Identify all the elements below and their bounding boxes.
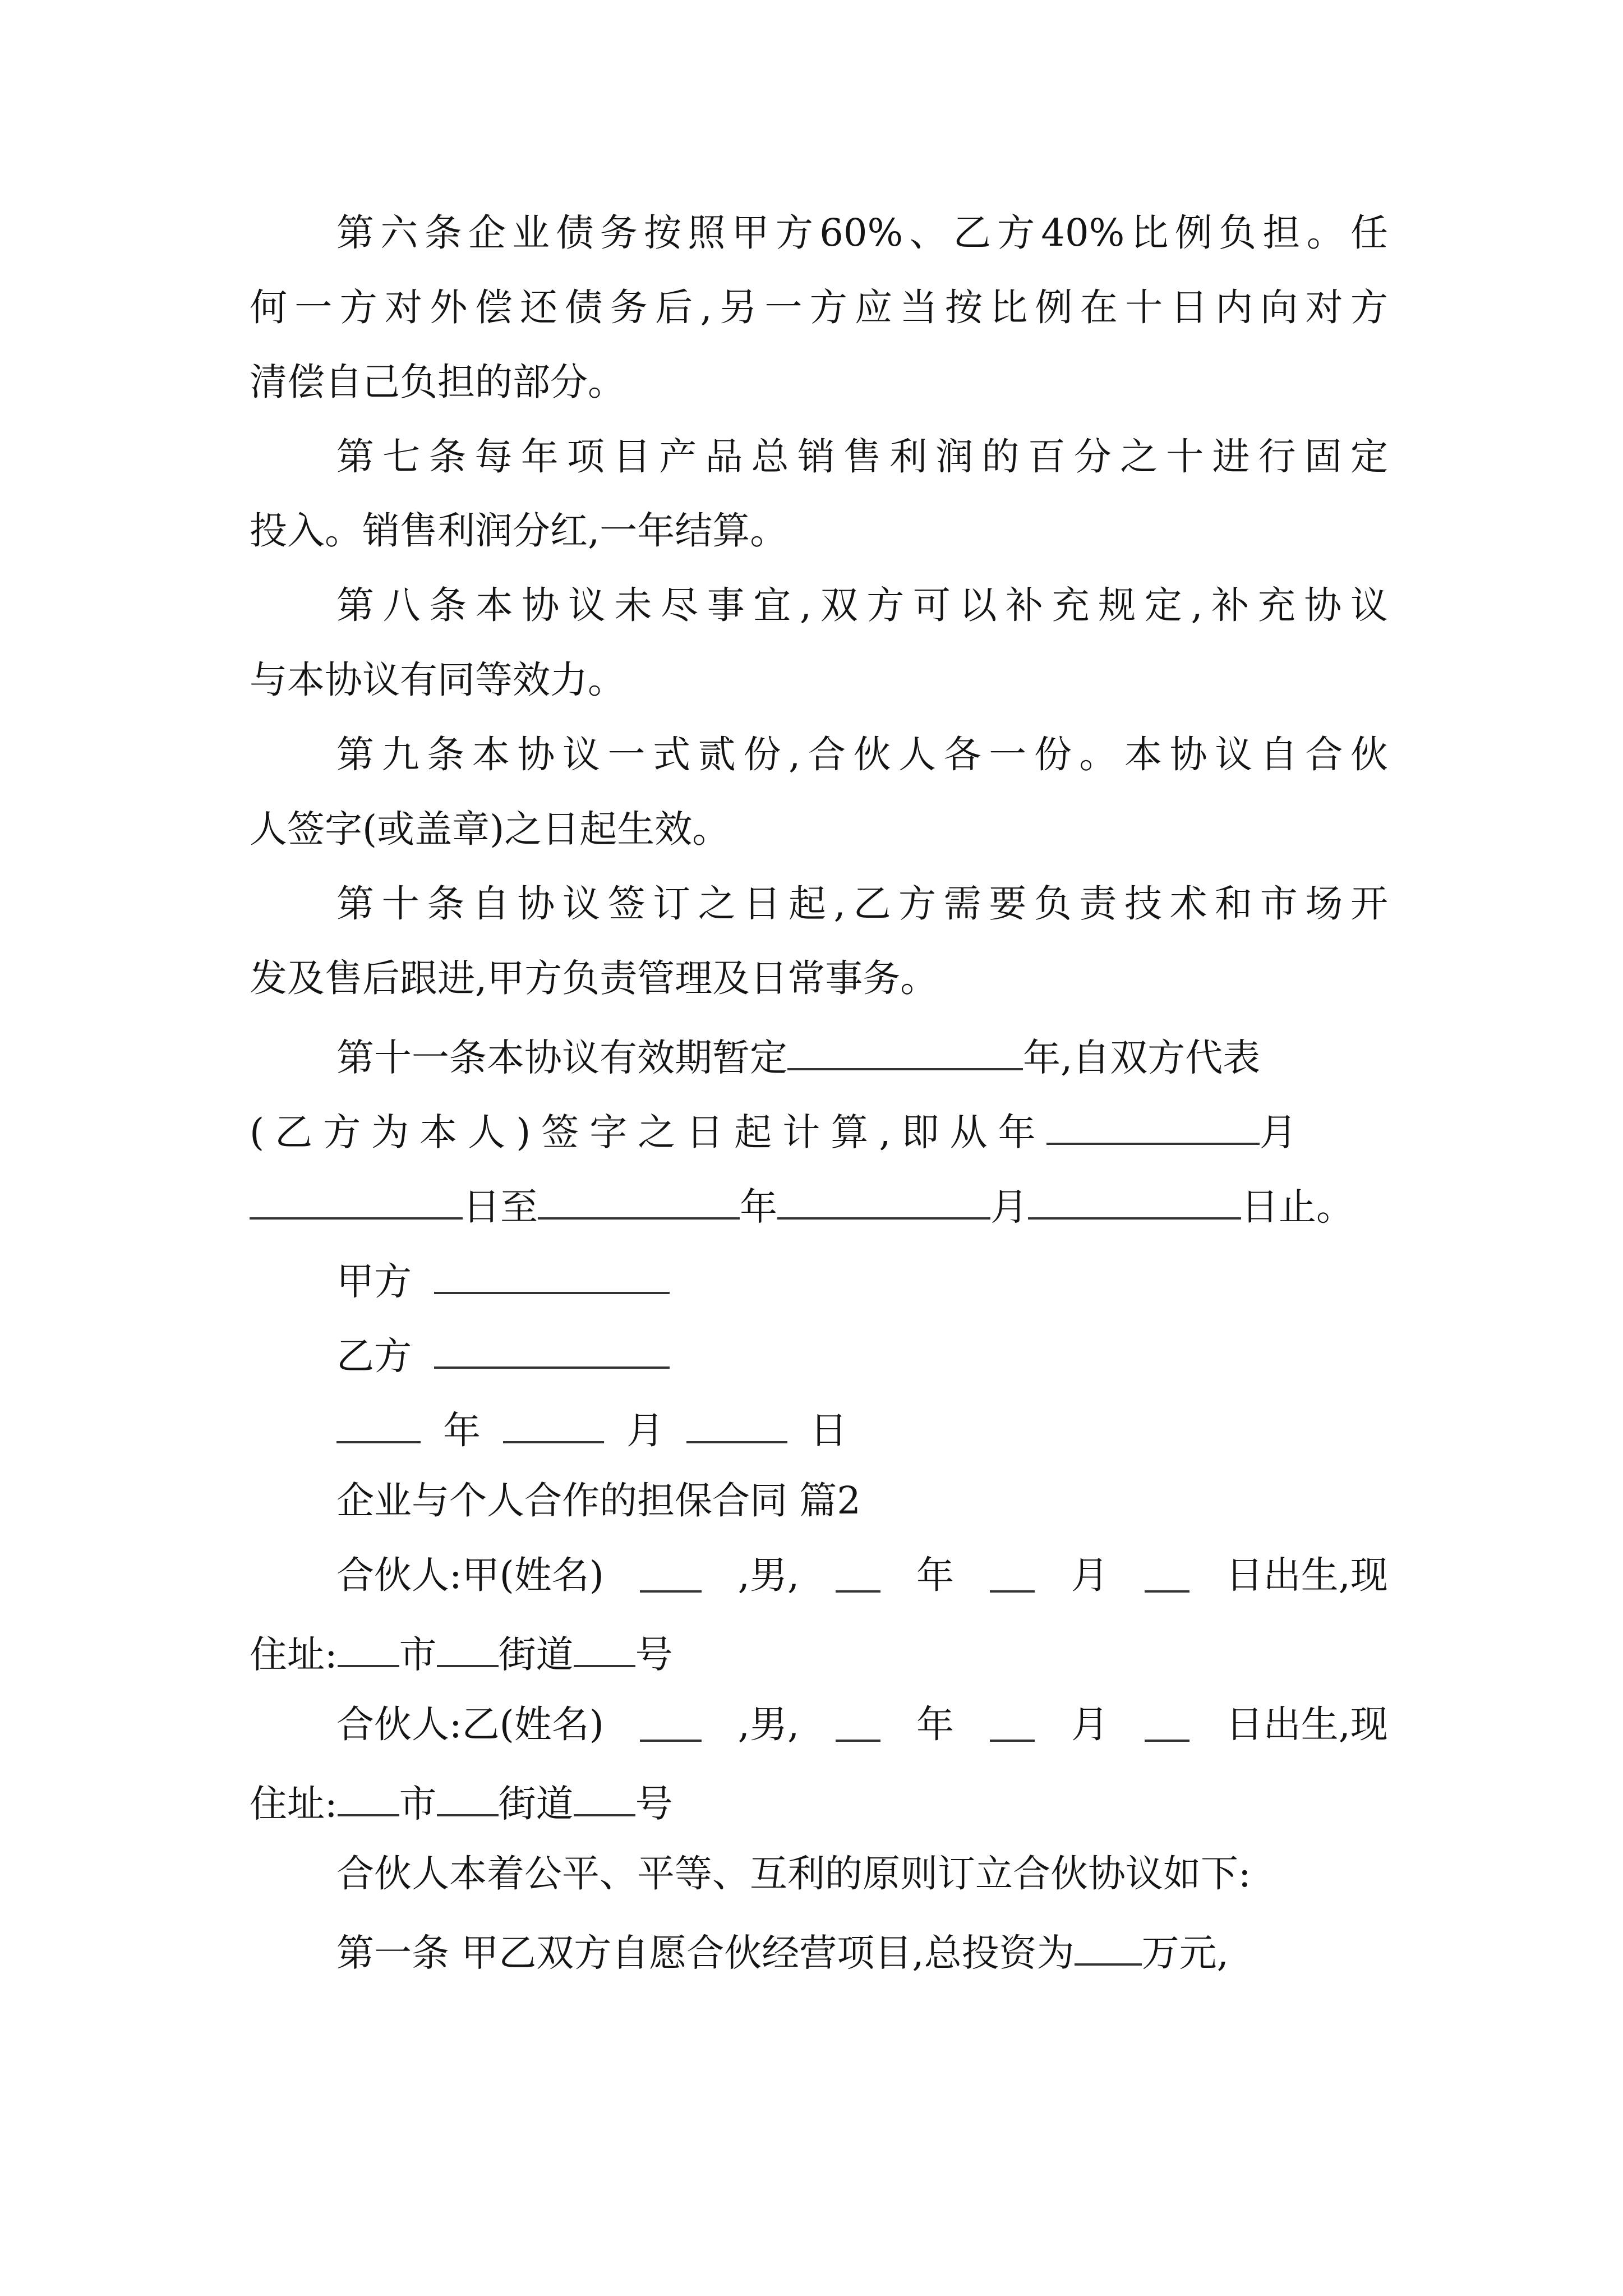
blank-field: [574, 1631, 635, 1667]
blank-field: [787, 1034, 1023, 1070]
term-text: (乙方为本人)签字之日起计算,即从年: [250, 1110, 1046, 1154]
blank-field: [640, 1557, 702, 1593]
blank-field: [503, 1407, 604, 1443]
blank-field: [990, 1706, 1035, 1742]
partner-text: 年: [916, 1553, 955, 1597]
blank-field: [338, 1631, 399, 1667]
day-label: 日: [810, 1409, 847, 1453]
address-text: 街道: [498, 1782, 574, 1826]
blank-field: [250, 1184, 463, 1220]
partner-text: 合伙人:甲(姓名): [336, 1553, 604, 1597]
blank-field: [538, 1184, 740, 1220]
blank-field: [574, 1780, 635, 1816]
blank-field: [836, 1706, 880, 1742]
blank-field: [777, 1184, 990, 1220]
term-text: 年,自双方代表: [1023, 1036, 1261, 1080]
text-line: 与本协议有同等效力。: [250, 658, 625, 702]
address-label: 住址:: [250, 1632, 338, 1677]
blank-field: [836, 1557, 880, 1593]
blank-field: [990, 1557, 1035, 1593]
blank-field: [1028, 1184, 1241, 1220]
blank-field: [434, 1258, 670, 1294]
text-line: 第八条本协议未尽事宜,双方可以补充规定,补充协议: [336, 583, 1388, 627]
article-text: 万元,: [1141, 1931, 1229, 1975]
term-text: 第十一条本协议有效期暂定: [336, 1036, 787, 1080]
term-text: 月: [1259, 1110, 1308, 1154]
term-text: 日至: [463, 1185, 538, 1229]
party-b-line: [336, 1333, 670, 1378]
partner-text: 月: [1071, 1553, 1109, 1597]
text-line: 第十条自协议签订之日起,乙方需要负责技术和市场开: [336, 882, 1388, 926]
partner-text: 合伙人:乙(姓名): [336, 1703, 604, 1746]
article-text: 第一条 甲乙双方自愿合伙经营项目,总投资为: [336, 1931, 1075, 1975]
address-line: [250, 1780, 673, 1826]
partner-text: ,男,: [737, 1553, 800, 1597]
address-line: [250, 1631, 673, 1677]
blank-field: [434, 1333, 670, 1369]
partner-text: 月: [1071, 1703, 1109, 1746]
text-line: 第九条本协议一式贰份,合伙人各一份。本协议自合伙: [336, 733, 1388, 776]
address-text: 市: [399, 1632, 437, 1677]
term-line-3: [250, 1184, 1354, 1229]
blank-field: [437, 1631, 499, 1667]
text-line: 投入。销售利润分红,一年结算。: [250, 509, 788, 553]
term-line-2: [250, 1109, 1308, 1154]
partner-b-line: [336, 1703, 1388, 1746]
blank-field: [338, 1780, 399, 1816]
term-text: 日止。: [1241, 1185, 1354, 1229]
address-text: 号: [635, 1782, 673, 1826]
text-line: 发及售后跟进,甲方负责管理及日常事务。: [250, 956, 938, 1000]
address-label: 住址:: [250, 1782, 338, 1826]
blank-field: [437, 1780, 499, 1816]
year-label: 年: [443, 1409, 481, 1453]
text-line: 人签字(或盖章)之日起生效。: [250, 807, 730, 851]
blank-field: [1075, 1930, 1142, 1966]
address-text: 市: [399, 1782, 437, 1826]
party-a-line: [336, 1258, 670, 1304]
party-a-label: 甲方: [336, 1259, 412, 1304]
partner-text: ,男,: [737, 1703, 800, 1746]
principle-line: 合伙人本着公平、平等、互利的原则订立合伙协议如下:: [336, 1852, 1251, 1895]
text-line: 清偿自己负担的部分。: [250, 360, 625, 404]
blank-field: [1145, 1557, 1189, 1593]
term-text: 月: [990, 1185, 1028, 1229]
article-1-line: [336, 1930, 1229, 1975]
address-text: 号: [635, 1632, 673, 1677]
blank-field: [1046, 1109, 1260, 1145]
blank-field: [336, 1407, 421, 1443]
blank-field: [686, 1407, 787, 1443]
partner-text: 日出生,现: [1225, 1553, 1388, 1597]
term-line-1: [336, 1034, 1261, 1080]
blank-field: [640, 1706, 702, 1742]
term-text: 年: [740, 1185, 777, 1229]
text-line: 何一方对外偿还债务后,另一方应当按比例在十日内向对方: [250, 286, 1388, 329]
date-line: [336, 1407, 847, 1453]
section-title: 企业与个人合作的担保合同 篇2: [336, 1479, 861, 1522]
blank-field: [1145, 1706, 1189, 1742]
address-text: 街道: [498, 1632, 574, 1677]
partner-text: 日出生,现: [1225, 1703, 1388, 1746]
text-line: 第七条每年项目产品总销售利润的百分之十进行固定: [336, 435, 1388, 478]
partner-text: 年: [916, 1703, 955, 1746]
month-label: 月: [626, 1409, 664, 1453]
party-b-label: 乙方: [336, 1334, 412, 1378]
text-line: 第六条企业债务按照甲方60%、乙方40%比例负担。任: [336, 211, 1388, 255]
partner-a-line: [336, 1553, 1388, 1597]
